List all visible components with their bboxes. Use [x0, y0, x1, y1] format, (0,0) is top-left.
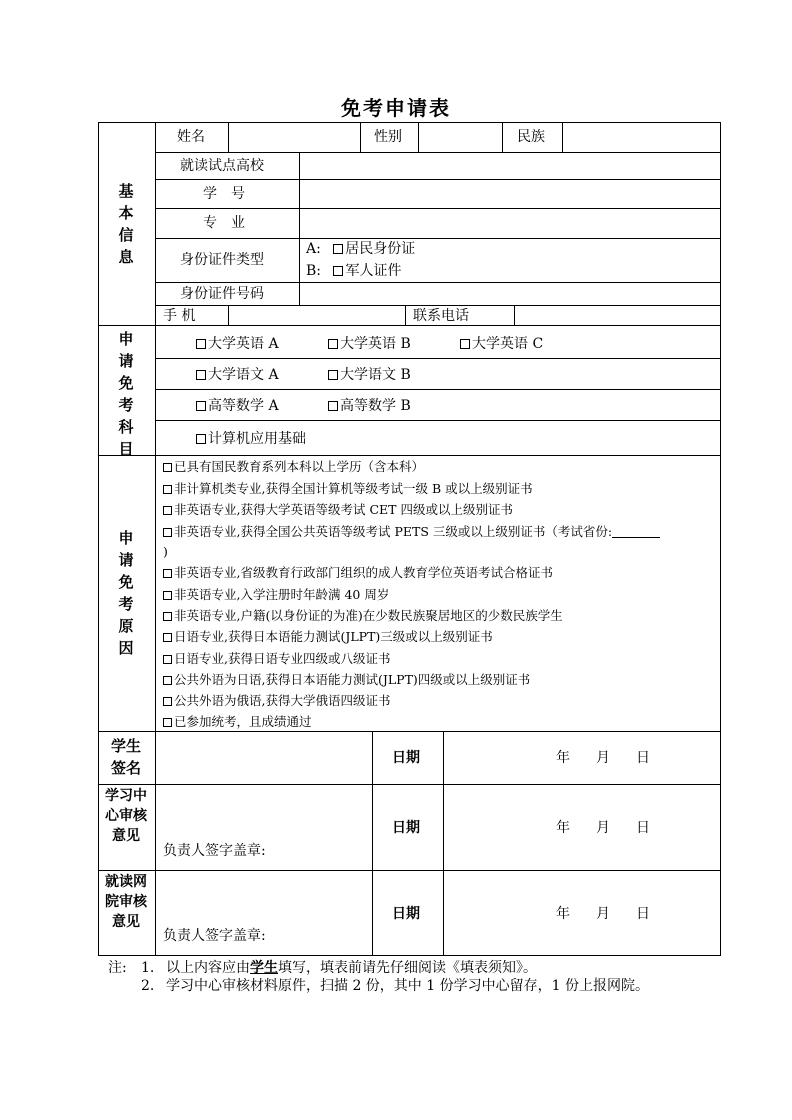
checkbox-icon[interactable] — [163, 506, 172, 515]
date-label: 日期 — [392, 750, 420, 766]
checkbox-icon[interactable] — [163, 697, 172, 706]
student-signature-label: 学生签名 — [110, 737, 141, 777]
subject-option[interactable]: 大学语文 B — [328, 366, 411, 384]
id-option-b-prefix: B: — [306, 263, 322, 279]
checkbox-icon[interactable] — [328, 339, 338, 349]
exam-province-blank[interactable] — [612, 525, 660, 538]
note-1: 以上内容应由学生填写，填表前请先仔细阅读《填表须知》。 — [166, 960, 537, 976]
note-1-number: 1. — [141, 960, 155, 976]
section-reasons-label: 申请免考原因 — [118, 529, 134, 657]
study-center-review-label: 学习中心审核意见 — [105, 788, 147, 844]
note-2: 学习中心审核材料原件，扫描 2 份，其中 1 份学习中心留存，1 份上报网院。 — [166, 978, 649, 994]
subject-option[interactable]: 大学英语 A — [196, 335, 279, 353]
reason-option[interactable]: 公共外语为俄语,获得大学俄语四级证书 — [163, 693, 390, 709]
date-month: 月 — [596, 750, 610, 766]
checkbox-icon[interactable] — [196, 401, 206, 411]
checkbox-icon[interactable] — [163, 676, 172, 685]
id-option-a-prefix: A: — [306, 241, 321, 257]
school-label: 就读试点高校 — [180, 158, 264, 174]
reason-option[interactable]: 非英语专业,户籍(以身份证的为准)在少数民族聚居地区的少数民族学生 — [163, 608, 563, 624]
checkbox-icon[interactable] — [328, 370, 338, 380]
checkbox-icon[interactable] — [163, 528, 172, 537]
reason-option[interactable]: 非英语专业,获得大学英语等级考试 CET 四级或以上级别证书 — [163, 502, 513, 518]
responsible-signature-label: 负责人签字盖章: — [163, 843, 266, 859]
checkbox-icon[interactable] — [163, 463, 172, 472]
checkbox-icon[interactable] — [333, 266, 343, 276]
section-subjects-label: 申请免考科目 — [118, 330, 134, 458]
checkbox-icon[interactable] — [196, 434, 206, 444]
checkbox-icon[interactable] — [333, 244, 343, 254]
id-option-a-label: 居民身份证 — [345, 241, 416, 257]
phone-label: 联系电话 — [413, 308, 469, 324]
reason-option[interactable]: 已具有国民教育系列本科以上学历（含本科） — [163, 459, 424, 475]
reason-option[interactable]: 非英语专业,获得全国公共英语等级考试 PETS 三级或以上级别证书（考试省份: — [163, 524, 660, 540]
reason-option[interactable]: 非计算机类专业,获得全国计算机等级考试一级 B 或以上级别证书 — [163, 481, 533, 497]
checkbox-icon[interactable] — [328, 401, 338, 411]
student-id-label: 学 号 — [203, 186, 245, 202]
note-2-number: 2. — [141, 978, 155, 994]
college-review-label: 就读网院审核意见 — [105, 874, 147, 930]
date-year: 年 — [556, 750, 570, 766]
date-day: 日 — [636, 906, 650, 922]
date-label: 日期 — [392, 820, 420, 836]
form-title: 免考申请表 — [341, 96, 451, 120]
reason-option[interactable]: 非英语专业,入学注册时年龄满 40 周岁 — [163, 587, 389, 603]
checkbox-icon[interactable] — [163, 569, 172, 578]
subject-option[interactable]: 高等数学 B — [328, 397, 411, 415]
reason-option[interactable]: 日语专业,获得日本语能力测试(JLPT)三级或以上级别证书 — [163, 629, 493, 645]
date-label: 日期 — [392, 906, 420, 922]
reason-option[interactable]: 已参加统考，且成绩通过 — [163, 714, 312, 730]
subject-option[interactable]: 大学英语 B — [328, 335, 411, 353]
id-option-a[interactable] — [306, 240, 415, 258]
id-option-b[interactable] — [306, 262, 401, 280]
checkbox-icon[interactable] — [163, 612, 172, 621]
id-number-label: 身份证件号码 — [180, 286, 264, 302]
date-day: 日 — [636, 820, 650, 836]
section-basic-info-label: 基本信息 — [118, 182, 134, 266]
reason-continuation: ) — [163, 544, 168, 559]
date-month: 月 — [596, 820, 610, 836]
date-day: 日 — [636, 750, 650, 766]
checkbox-icon[interactable] — [163, 718, 172, 727]
date-year: 年 — [556, 820, 570, 836]
subject-option[interactable]: 计算机应用基础 — [196, 430, 306, 448]
subject-option[interactable]: 高等数学 A — [196, 397, 279, 415]
checkbox-icon[interactable] — [163, 655, 172, 664]
date-year: 年 — [556, 906, 570, 922]
subject-option[interactable]: 大学英语 C — [460, 335, 543, 353]
date-month: 月 — [596, 906, 610, 922]
gender-label: 性别 — [374, 129, 402, 145]
major-label: 专 业 — [203, 215, 245, 231]
reason-option[interactable]: 公共外语为日语,获得日本语能力测试(JLPT)四级或以上级别证书 — [163, 672, 530, 688]
checkbox-icon[interactable] — [460, 339, 470, 349]
id-type-label: 身份证件类型 — [180, 252, 264, 268]
checkbox-icon[interactable] — [163, 591, 172, 600]
responsible-signature-label: 负责人签字盖章: — [163, 928, 266, 944]
checkbox-icon[interactable] — [196, 339, 206, 349]
name-label: 姓名 — [177, 129, 205, 145]
checkbox-icon[interactable] — [163, 633, 172, 642]
note-prefix: 注: — [108, 960, 127, 976]
id-option-b-label: 军人证件 — [345, 263, 402, 279]
subject-option[interactable]: 大学语文 A — [196, 366, 279, 384]
checkbox-icon[interactable] — [196, 370, 206, 380]
ethnicity-label: 民族 — [517, 129, 545, 145]
checkbox-icon[interactable] — [163, 485, 172, 494]
mobile-label: 手 机 — [163, 308, 196, 324]
reason-option[interactable]: 日语专业,获得日语专业四级或八级证书 — [163, 651, 390, 667]
reason-option[interactable]: 非英语专业,省级教育行政部门组织的成人教育学位英语考试合格证书 — [163, 565, 553, 581]
